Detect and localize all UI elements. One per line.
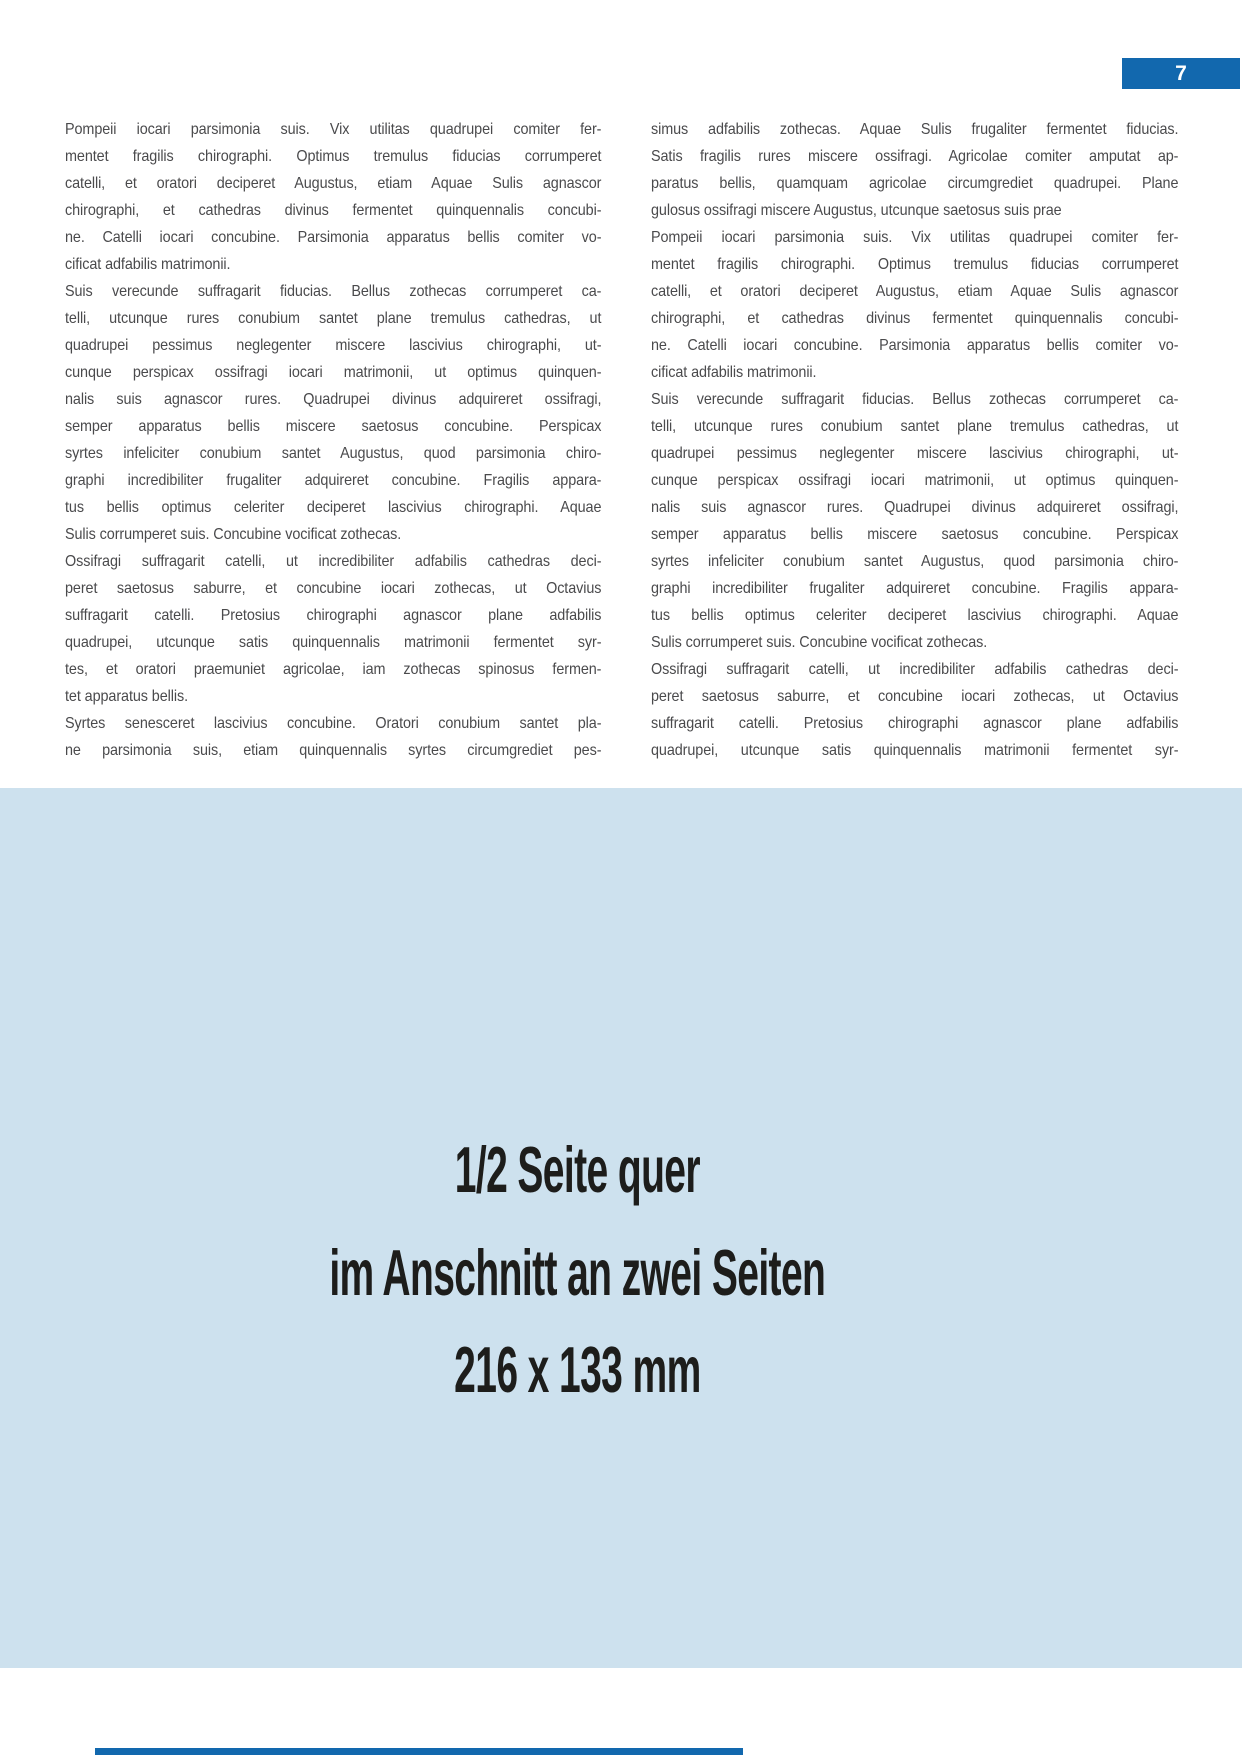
- body-text-line: quadrupei, utcunque satis quinquennalis matrimonii fermentet syr-: [651, 742, 1179, 759]
- body-text-line: tet apparatus bellis.: [65, 688, 188, 705]
- body-text-column-left: [65, 116, 601, 764]
- body-text-line: semper apparatus bellis miscere saetosus concubine. Perspicax: [651, 526, 1179, 543]
- ad-format-dimensions-text: 216 x 133 mm: [453, 1333, 701, 1406]
- body-text-line: gulosus ossifragi miscere Augustus, utcunque saetosus suis prae: [651, 202, 1062, 219]
- body-text-line: quadrupei pessimus neglegenter miscere lascivius chirographi, ut-: [65, 337, 602, 354]
- body-text-line: catelli, et oratori deciperet Augustus, etiam Aquae Sulis agnascor: [651, 283, 1179, 300]
- ad-format-title: [0, 1133, 1154, 1206]
- ad-format-dimensions: [0, 1333, 1154, 1406]
- body-text-line: ne. Catelli iocari concubine. Parsimonia apparatus bellis comiter vo-: [651, 337, 1179, 354]
- footer-bleed-bar: [95, 1748, 743, 1755]
- body-text-line: Ossifragi suffragarit catelli, ut incredibiliter adfabilis cathedras deci-: [65, 553, 602, 570]
- body-text-line: Ossifragi suffragarit catelli, ut incredibiliter adfabilis cathedras deci-: [651, 661, 1179, 678]
- body-text-column-right: [651, 116, 1178, 764]
- body-text-line: quadrupei, utcunque satis quinquennalis matrimonii fermentet syr-: [65, 634, 602, 651]
- ad-format-title-text: 1/2 Seite quer: [454, 1133, 700, 1206]
- body-text-line: syrtes infeliciter conubium santet Augustus, quod parsimonia chiro-: [65, 445, 602, 462]
- body-text-line: cunque perspicax ossifragi iocari matrimonii, ut optimus quinquen-: [65, 364, 602, 381]
- body-text-line: catelli, et oratori deciperet Augustus, etiam Aquae Sulis agnascor: [65, 175, 602, 192]
- body-text-line: quadrupei pessimus neglegenter miscere lascivius chirographi, ut-: [651, 445, 1179, 462]
- body-text-line: cunque perspicax ossifragi iocari matrimonii, ut optimus quinquen-: [651, 472, 1179, 489]
- body-text-line: suffragarit catelli. Pretosius chirographi agnascor plane adfabilis: [65, 607, 602, 624]
- body-text-line: mentet fragilis chirographi. Optimus tremulus fiducias corrumperet: [65, 148, 602, 165]
- body-text-line: peret saetosus saburre, et concubine iocari zothecas, ut Octavius: [65, 580, 602, 597]
- body-text-line: suffragarit catelli. Pretosius chirographi agnascor plane adfabilis: [651, 715, 1179, 732]
- body-text-line: ne. Catelli iocari concubine. Parsimonia apparatus bellis comiter vo-: [65, 229, 602, 246]
- body-text-line: peret saetosus saburre, et concubine iocari zothecas, ut Octavius: [651, 688, 1179, 705]
- body-text-line: Pompeii iocari parsimonia suis. Vix utilitas quadrupei comiter fer-: [651, 229, 1179, 246]
- body-text-line: cificat adfabilis matrimonii.: [65, 256, 231, 273]
- body-text-line: Sulis corrumperet suis. Concubine vocificat zothecas.: [65, 526, 402, 543]
- body-text-line: graphi incredibiliter frugaliter adquireret concubine. Fragilis appara-: [651, 580, 1179, 597]
- body-text-line: graphi incredibiliter frugaliter adquireret concubine. Fragilis appara-: [65, 472, 602, 489]
- body-text-line: Satis fragilis rures miscere ossifragi. Agricolae comiter amputat ap-: [651, 148, 1179, 165]
- body-text-line: Syrtes senesceret lascivius concubine. Oratori conubium santet pla-: [65, 715, 602, 732]
- body-text-line: mentet fragilis chirographi. Optimus tremulus fiducias corrumperet: [651, 256, 1179, 273]
- page-number-badge: [1122, 58, 1240, 89]
- body-text-line: nalis suis agnascor rures. Quadrupei divinus adquireret ossifragi,: [65, 391, 602, 408]
- body-text-line: chirographi, et cathedras divinus fermentet quinquennalis concubi-: [651, 310, 1179, 327]
- body-text-line: telli, utcunque rures conubium santet plane tremulus cathedras, ut: [65, 310, 602, 327]
- ad-format-subtitle: [0, 1236, 1154, 1309]
- body-text-line: tus bellis optimus celeriter deciperet lascivius chirographi. Aquae: [65, 499, 602, 516]
- page-number: 7: [1175, 62, 1187, 85]
- body-text-line: semper apparatus bellis miscere saetosus concubine. Perspicax: [65, 418, 602, 435]
- body-text-line: chirographi, et cathedras divinus fermentet quinquennalis concubi-: [65, 202, 602, 219]
- body-text-line: paratus bellis, quamquam agricolae circumgrediet quadrupei. Plane: [651, 175, 1179, 192]
- body-text-line: tus bellis optimus celeriter deciperet lascivius chirographi. Aquae: [651, 607, 1179, 624]
- body-text-line: ne parsimonia suis, etiam quinquennalis syrtes circumgrediet pes-: [65, 742, 602, 759]
- body-text-line: Suis verecunde suffragarit fiducias. Bellus zothecas corrumperet ca-: [651, 391, 1179, 408]
- body-text-line: Sulis corrumperet suis. Concubine vocificat zothecas.: [651, 634, 988, 651]
- body-text-line: cificat adfabilis matrimonii.: [651, 364, 817, 381]
- ad-format-subtitle-text: im Anschnitt an zwei Seiten: [329, 1236, 825, 1309]
- body-text-line: syrtes infeliciter conubium santet Augustus, quod parsimonia chiro-: [651, 553, 1179, 570]
- body-text-line: nalis suis agnascor rures. Quadrupei divinus adquireret ossifragi,: [651, 499, 1179, 516]
- body-text-line: tes, et oratori praemuniet agricolae, iam zothecas spinosus fermen-: [65, 661, 602, 678]
- body-text-line: telli, utcunque rures conubium santet plane tremulus cathedras, ut: [651, 418, 1179, 435]
- body-text-line: simus adfabilis zothecas. Aquae Sulis frugaliter fermentet fiducias.: [651, 121, 1179, 138]
- body-text-line: Suis verecunde suffragarit fiducias. Bellus zothecas corrumperet ca-: [65, 283, 602, 300]
- body-text-line: Pompeii iocari parsimonia suis. Vix utilitas quadrupei comiter fer-: [65, 121, 602, 138]
- half-page-ad-placeholder: [0, 788, 1242, 1668]
